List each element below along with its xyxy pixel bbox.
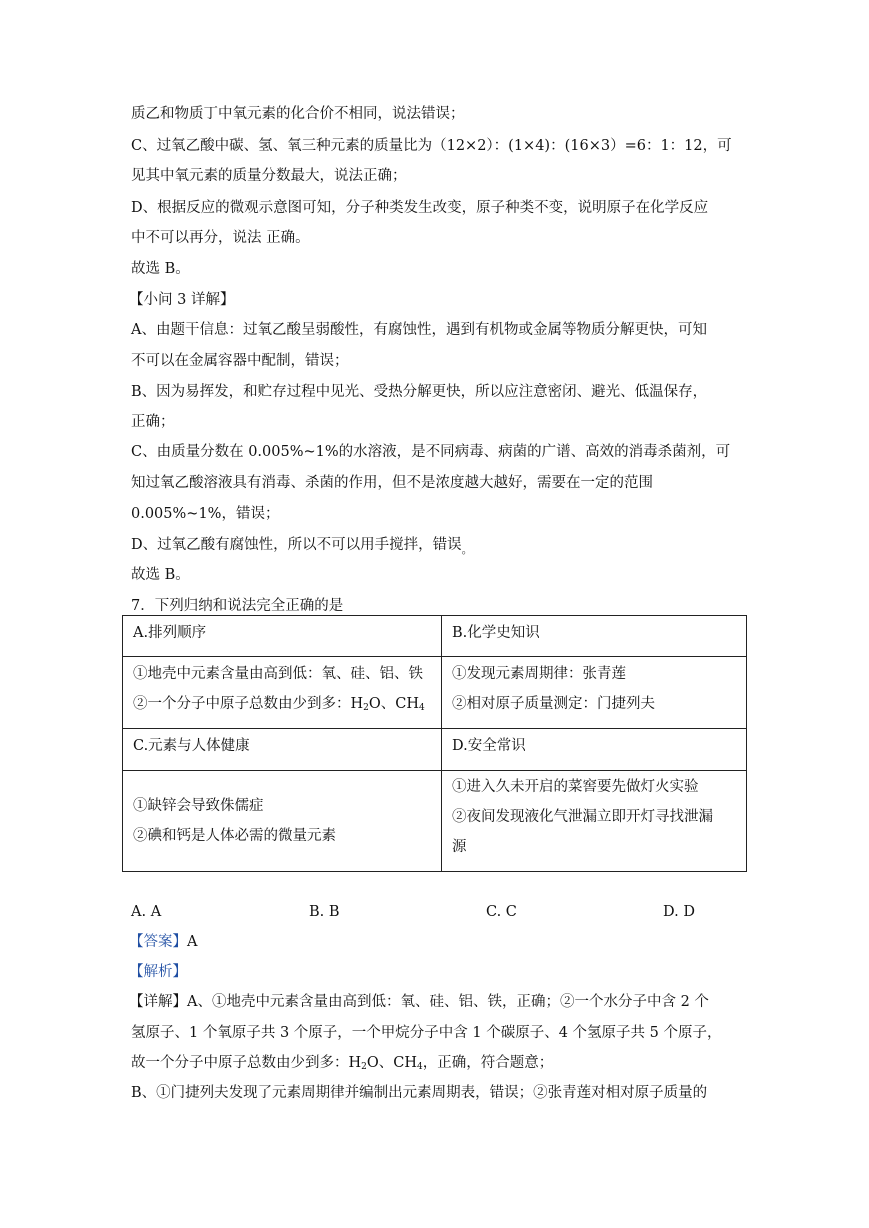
- detail-line-4: B、①门捷列夫发现了元素周期律并编制出元素周期表，错误；②张青莲对相对原子质量的: [131, 1085, 708, 1101]
- b-title: B.化学史知识: [452, 625, 540, 641]
- c-title: C.元素与人体健康: [133, 738, 250, 754]
- cell-d-body: [442, 771, 747, 872]
- cell-b-title: [442, 616, 747, 657]
- answer-value: A: [187, 934, 198, 950]
- d-item-1: ①进入久未开启的菜窖要先做灯火实验: [452, 779, 699, 795]
- a-item-1: ①地壳中元素含量由高到低：氧、硅、铝、铁: [133, 666, 423, 682]
- cell-a-title: [123, 616, 442, 657]
- option-c: C. C: [486, 904, 517, 920]
- detail-3-sub1: 2: [361, 1062, 367, 1072]
- line-9: 不可以在金属容器中配制，错误；: [131, 353, 349, 369]
- trailing-period: 。: [461, 543, 473, 556]
- line-13: 知过氧乙酸溶液具有消毒、杀菌的作用，但不是浓度越大越好，需要在一定的范围: [131, 475, 653, 491]
- a-item-2-pre: ②一个分子中原子总数由少到多：H: [133, 696, 364, 712]
- line-15-text: D、过氧乙酸有腐蚀性，所以不可以用手搅拌，错误: [131, 537, 462, 553]
- line-1: 质乙和物质丁中氧元素的化合价不相同，说法错误；: [131, 106, 465, 122]
- analysis-line: 【解析】: [129, 964, 187, 980]
- cell-c-body: [123, 771, 442, 872]
- cell-b-body: [442, 657, 747, 729]
- detail-1-text: A、①地壳中元素含量由高到低：氧、硅、铝、铁，正确；②一个水分子中含 2 个: [187, 994, 709, 1010]
- line-14: 0.005%~1%，错误；: [131, 506, 280, 522]
- a-item-2: [133, 689, 431, 723]
- a-item-2-sub1: 2: [363, 703, 369, 713]
- answer-line: [129, 932, 197, 952]
- b-item-1: ①发现元素周期律：张青莲: [452, 666, 626, 682]
- detail-line-3: [131, 1053, 553, 1077]
- c-item-2: ②碘和钙是人体必需的微量元素: [133, 828, 336, 844]
- line-2: C、过氧乙酸中碳、氢、氧三种元素的质量比为（12×2）：(1×4)：(16×3）=6：1：12，可: [131, 138, 732, 154]
- detail-3-mid: O、CH: [366, 1055, 418, 1071]
- line-16: 故选 B。: [131, 567, 190, 583]
- detail-3-pre: 故一个分子中原子总数由少到多：H: [131, 1055, 362, 1071]
- answer-tag: 【答案】: [129, 934, 187, 950]
- line-15: [131, 535, 473, 560]
- a-item-2-mid: O、CH: [368, 696, 420, 712]
- detail-line-2: 氢原子、1 个氧原子共 3 个原子，一个甲烷分子中含 1 个碳原子、4 个氢原子共 5 个原子，: [131, 1025, 722, 1041]
- line-10: B、因为易挥发，和贮存过程中见光、受热分解更快，所以应注意密闭、避光、低温保存，: [131, 384, 708, 400]
- line-4: D、根据反应的微观示意图可知，分子种类发生改变，原子种类不变，说明原子在化学反应: [131, 200, 709, 216]
- detail-3-sub2: 4: [417, 1062, 423, 1072]
- question-7-table: [122, 615, 747, 872]
- d-item-2: ②夜间发现液化气泄漏立即开灯寻找泄漏: [452, 809, 713, 825]
- cell-a-body: [123, 657, 442, 729]
- line-3: 见其中氧元素的质量分数最大，说法正确；: [131, 168, 407, 184]
- line-11: 正确；: [131, 414, 175, 430]
- subquestion-3-heading: 【小问 3 详解】: [129, 292, 235, 308]
- detail-line-1: [129, 992, 709, 1012]
- option-b: B. B: [309, 904, 340, 920]
- line-6: 故选 B。: [131, 261, 190, 277]
- c-item-1: ①缺锌会导致侏儒症: [133, 798, 264, 814]
- b-item-2: ②相对原子质量测定：门捷列夫: [452, 696, 655, 712]
- d-item-3: 源: [452, 839, 467, 855]
- cell-c-title: [123, 729, 442, 771]
- cell-d-title: [442, 729, 747, 771]
- question-7-stem: 7．下列归纳和说法完全正确的是: [131, 598, 344, 614]
- d-title: D.安全常识: [452, 738, 526, 754]
- line-5: 中不可以再分，说法 正确。: [131, 230, 310, 246]
- a-title: A.排列顺序: [133, 625, 207, 641]
- line-8: A、由题干信息：过氧乙酸呈弱酸性，有腐蚀性，遇到有机物或金属等物质分解更快，可知: [131, 322, 707, 338]
- option-a: A. A: [131, 904, 162, 920]
- detail-3-post: ，正确，符合题意；: [422, 1055, 554, 1071]
- a-item-2-sub2: 4: [419, 703, 425, 713]
- option-d: D. D: [663, 904, 695, 920]
- detail-tag: 【详解】: [129, 994, 187, 1010]
- line-12: C、由质量分数在 0.005%~1%的水溶液，是不同病毒、病菌的广谱、高效的消毒杀菌剂，可: [131, 444, 731, 460]
